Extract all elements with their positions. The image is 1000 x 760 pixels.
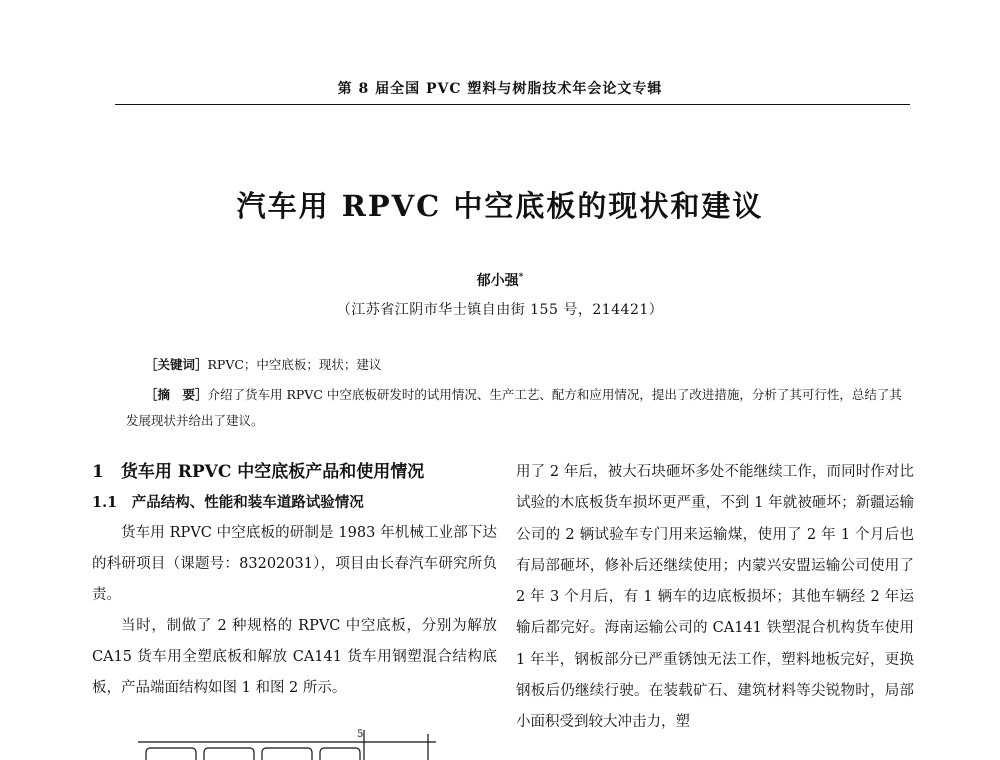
paper-title: 汽车用 RPVC 中空底板的现状和建议: [236, 189, 764, 223]
running-head: 第 8 届全国 PVC 塑料与树脂技术年会论文专辑: [337, 81, 663, 97]
header-rule: [115, 104, 910, 105]
figure-hollow-cell: [262, 748, 312, 760]
right-column: 用了 2 年后，被大石块砸坏多处不能继续工作，而同时作对比试验的木底板货车损坏更严重，不到 1 年就被砸坏；新疆运输公司的 2 辆试验车专门用来运输煤，使用了 2 年 1 个月后也有局部砸坏，修补后还继续使用；内蒙兴安盟运输公司使用了 2 年 3 个月后，有 1 辆车的边底板损坏；其他车辆经 2 年运输后都完好。海南运输公司的 CA141 铁塑混合机构货车使用 1 年半，钢板部分已严重锈蚀无法工作，塑料地板完好，更换钢板后仍继续行驶。在装载矿石、建筑材料等尖锐物时，局部小面积受到较大冲击力，塑: [516, 464, 914, 731]
abstract: [126, 382, 906, 434]
abstract-text: 介绍了货车用 RPVC 中空底板研发时的试用情况、生产工艺、配方和应用情况，提出了改进措施，分析了其可行性，总结了其发展现状并给出了建议。: [126, 387, 902, 428]
author-affiliation: （江苏省江阴市华士镇自由街 155 号，214421）: [336, 302, 664, 318]
author-footnote-mark: *: [518, 272, 524, 283]
figure-hollow-cell: [146, 748, 196, 760]
section-1-1-heading: 1.1 产品结构、性能和装车道路试验情况: [92, 494, 364, 511]
figure-1-cross-section: [136, 716, 456, 760]
figure-hollow-cell: [320, 748, 360, 760]
left-column: [92, 457, 497, 704]
author-line: [0, 270, 1000, 290]
abstract-label: ［摘 要］: [145, 387, 208, 402]
author-name: 郁小强: [476, 273, 519, 289]
keywords-text: RPVC；中空底板；现状；建议: [207, 357, 382, 372]
paragraph-1: 货车用 RPVC 中空底板的研制是 1983 年机械工业部下达的科研项目（课题号：83202031），项目由长春汽车研究所负责。: [92, 525, 497, 603]
figure-callout-label: 5: [357, 729, 364, 740]
section-1-heading: 1 货车用 RPVC 中空底板产品和使用情况: [92, 462, 425, 482]
keywords: [145, 355, 905, 373]
figure-hollow-cell: [204, 748, 254, 760]
paragraph-2: 当时，制做了 2 种规格的 RPVC 中空底板，分别为解放 CA15 货车用全塑底板和解放 CA141 货车用钢塑混合结构底板，产品端面结构如图 1 和图 2 所示。: [92, 618, 497, 696]
keywords-label: ［关键词］: [145, 357, 208, 372]
